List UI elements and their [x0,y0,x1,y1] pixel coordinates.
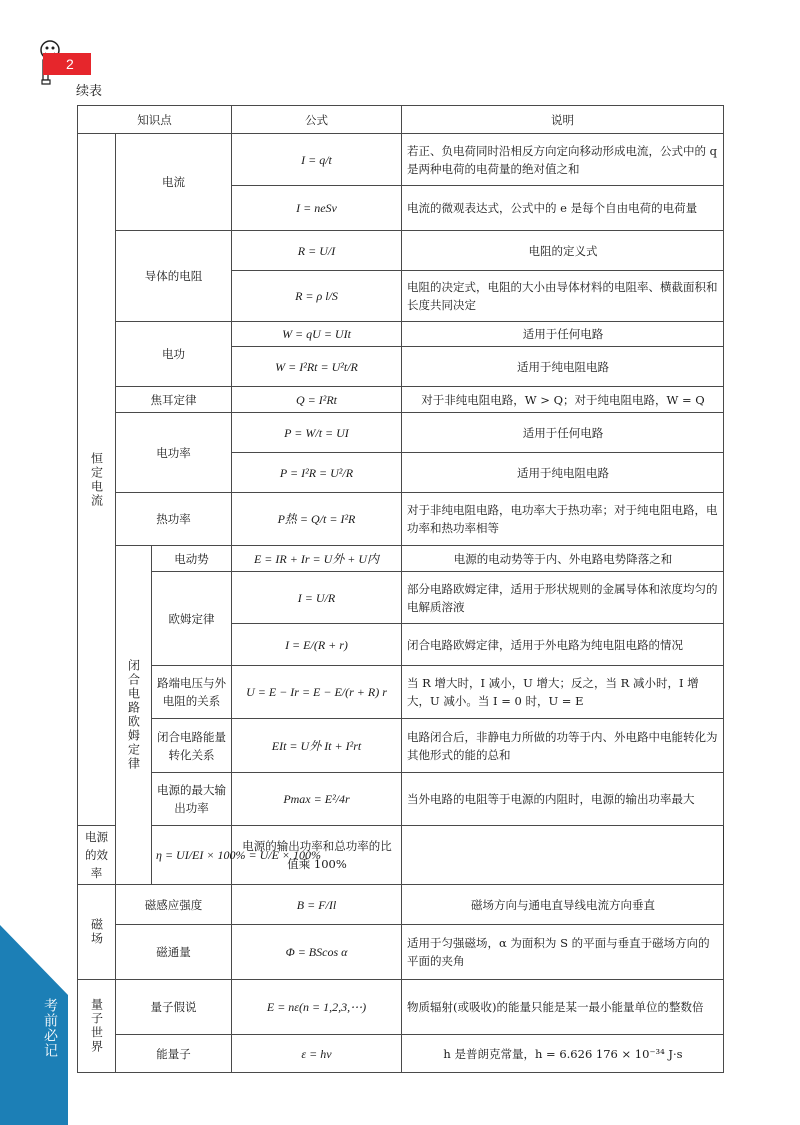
desc-cell: 若正、负电荷同时沿相反方向定向移动形成电流，公式中的 q 是两种电荷的电荷量的绝对值之和 [402,134,724,186]
header-desc: 说明 [402,106,724,134]
point-cell: 电动势 [152,546,232,572]
desc-cell: 适用于纯电阻电路 [402,453,724,493]
desc-cell: 电流的微观表达式，公式中的 e 是每个自由电荷的电荷量 [402,186,724,231]
formula-cell: B = F/Il [232,885,402,925]
table-row [78,322,724,347]
formula-cell: I = neSv [232,186,402,231]
formula-cell: E = IR + Ir = U外 + U内 [232,546,402,572]
point-cell: 电功率 [116,413,232,493]
formula-cell: ε = hν [232,1035,402,1073]
table-row [78,826,724,885]
group-magnetic: 磁场 [78,885,116,980]
desc-cell: h 是普朗克常量，h = 6.626 176 × 10⁻³⁴ J·s [402,1035,724,1073]
table-row [78,1035,724,1073]
table-row [78,572,724,624]
table-header-row [78,106,724,134]
point-cell: 电源的效率 [78,826,116,885]
desc-cell: 适用于任何电路 [402,322,724,347]
side-tab-label: 考前必记 [42,998,58,1058]
desc-cell: 适用于纯电阻电路 [402,347,724,387]
formula-cell: I = E/(R + r) [232,624,402,666]
formula-cell: U = E − Ir = E − E/(r + R) r [232,666,402,719]
header-formula: 公式 [232,106,402,134]
desc-cell: 当外电路的电阻等于电源的内阻时，电源的输出功率最大 [402,773,724,826]
point-cell: 导体的电阻 [116,231,232,322]
desc-cell: 闭合电路欧姆定律，适用于外电路为纯电阻电路的情况 [402,624,724,666]
desc-cell: 当 R 增大时，I 减小，U 增大；反之，当 R 减小时，I 增大，U 减小。当 I = 0 时，U = E [402,666,724,719]
desc-cell: 物质辐射(或吸收)的能量只能是某一最小能量单位的整数倍 [402,980,724,1035]
formula-cell: R = ρ l/S [232,271,402,322]
formula-cell: P = W/t = UI [232,413,402,453]
formula-cell: Pmax = E²/4r [232,773,402,826]
table-row [78,134,724,186]
table-row [78,387,724,413]
table-row [78,719,724,773]
formula-cell: W = I²Rt = U²t/R [232,347,402,387]
point-cell: 电源的最大输出功率 [152,773,232,826]
formula-cell: I = U/R [232,572,402,624]
table-row [78,666,724,719]
point-cell: 磁通量 [116,925,232,980]
desc-cell: 电源的电动势等于内、外电路电势降落之和 [402,546,724,572]
desc-cell: 部分电路欧姆定律，适用于形状规则的金属导体和浓度均匀的电解质溶液 [402,572,724,624]
point-cell: 能量子 [116,1035,232,1073]
point-cell: 路端电压与外电阻的关系 [152,666,232,719]
formula-cell: R = U/I [232,231,402,271]
table-row [78,885,724,925]
point-cell: 电流 [116,134,232,231]
desc-cell: 电阻的决定式，电阻的大小由导体材料的电阻率、横截面积和长度共同决定 [402,271,724,322]
desc-cell: 适用于任何电路 [402,413,724,453]
formula-cell: EIt = U外 It + I²rt [232,719,402,773]
formula-cell: P热 = Q/t = I²R [232,493,402,546]
point-cell: 磁感应强度 [116,885,232,925]
point-cell: 热功率 [116,493,232,546]
table-row [78,546,724,572]
group-quantum: 量子世界 [78,980,116,1073]
table-row [78,925,724,980]
point-cell: 闭合电路能量转化关系 [152,719,232,773]
formula-table [77,105,724,1073]
point-cell: 欧姆定律 [152,572,232,666]
group-steady: 恒定电流 [78,134,116,826]
point-cell: 焦耳定律 [116,387,232,413]
continued-label: 续表 [76,84,103,99]
formula-cell: I = q/t [232,134,402,186]
formula-cell: P = I²R = U²/R [232,453,402,493]
desc-cell: 电源的输出功率和总功率的比值乘 100% [232,826,402,885]
desc-cell: 对于非纯电阻电路，W > Q；对于纯电阻电路，W = Q [402,387,724,413]
desc-cell: 磁场方向与通电直导线电流方向垂直 [402,885,724,925]
desc-cell: 适用于匀强磁场，α 为面积为 S 的平面与垂直于磁场方向的平面的夹角 [402,925,724,980]
table-row [78,980,724,1035]
page-number-badge: 2 [43,53,91,75]
table-row [78,493,724,546]
desc-cell: 电阻的定义式 [402,231,724,271]
formula-cell: W = qU = UIt [232,322,402,347]
formula-cell: E = nε(n = 1,2,3,⋯) [232,980,402,1035]
point-cell: 电功 [116,322,232,387]
group-closed: 闭合电路欧姆定律 [116,546,152,885]
table-row [78,231,724,271]
header-point: 知识点 [78,106,232,134]
table-row [78,413,724,453]
formula-cell: Φ = BScos α [232,925,402,980]
table-row [78,773,724,826]
formula-cell: η = UI/EI × 100% = U/E × 100% [152,826,232,885]
desc-cell: 电路闭合后，非静电力所做的功等于内、外电路中电能转化为其他形式的能的总和 [402,719,724,773]
point-cell: 量子假说 [116,980,232,1035]
formula-cell: Q = I²Rt [232,387,402,413]
desc-cell: 对于非纯电阻电路，电功率大于热功率；对于纯电阻电路，电功率和热功率相等 [402,493,724,546]
